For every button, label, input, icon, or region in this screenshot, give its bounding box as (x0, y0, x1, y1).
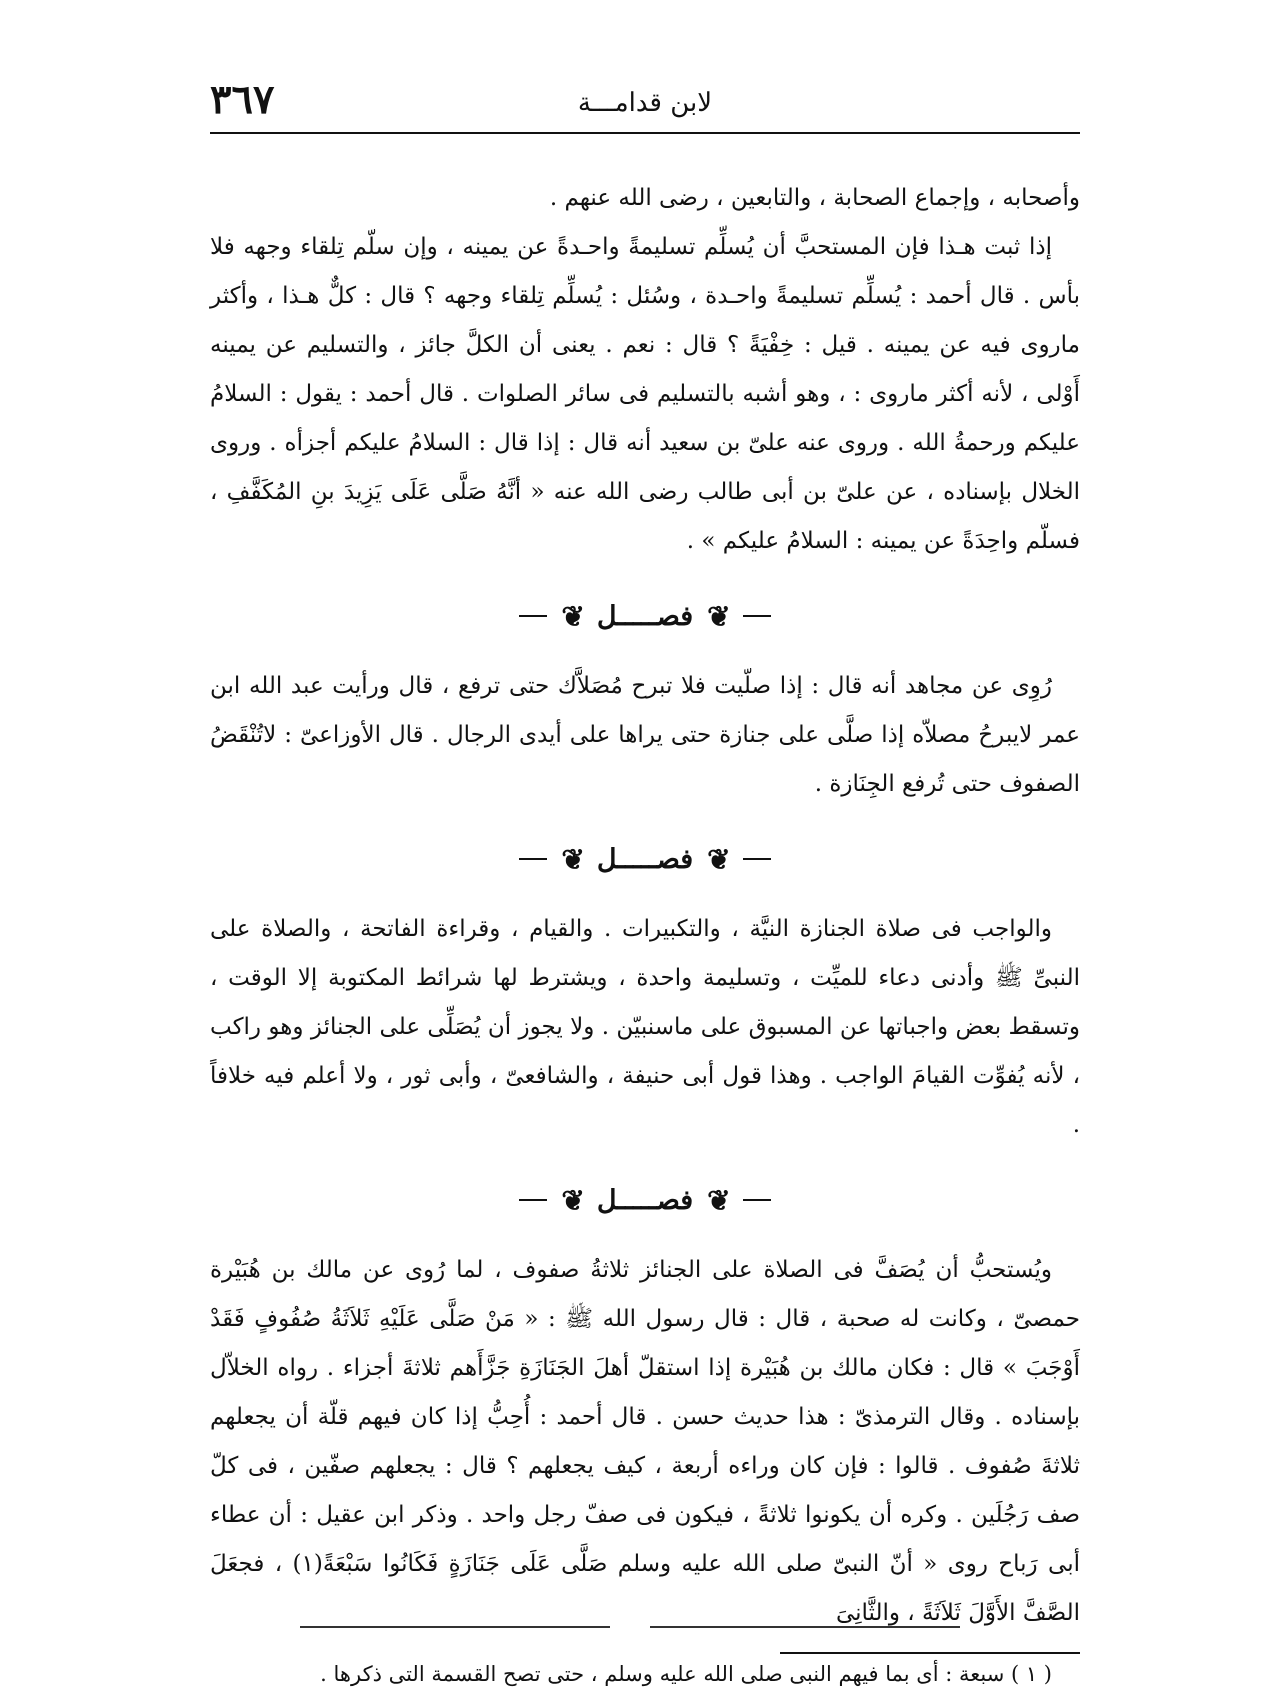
ornament-line (743, 858, 771, 860)
footer-divider (300, 1626, 960, 1630)
section-1-paragraph-1: رُوِى عن مجاهد أنه قال : إذا صلّيت فلا تبرح مُصَلاَّك حتى ترفع ، قال ورأيت عبد الله ابن عمر لايبرحُ مصلاّه إذا صلَّى على جنازة حتى يراها على أيدى الرجال . قال الأوزاعىّ : لاتُنْقَضُ الصفوف حتى تُرفع الجِنَازة . (210, 673, 1080, 797)
floral-ornament-icon: ❦ (707, 599, 729, 633)
footer-rule-right (650, 1626, 960, 1630)
ornament-line (743, 1199, 771, 1201)
ornament-line (519, 858, 547, 860)
page-number: ٣٦٧ (210, 76, 275, 123)
ornament-line (519, 1199, 547, 1201)
ornament-line (519, 615, 547, 617)
intro-paragraph-1: وأصحابه ، وإجماع الصحابة ، والتابعين ، رضى الله عنهم . (549, 185, 1080, 211)
header-title: لابن قدامـــة (577, 88, 713, 118)
section-heading-3 (210, 1176, 1080, 1224)
section-heading-2 (210, 835, 1080, 883)
floral-ornament-icon: ❦ (561, 599, 583, 633)
intro-paragraph-2: إذا ثبت هـذا فإن المستحبَّ أن يُسلِّم تسليمةً واحـدةً عن يمينه ، وإن سلّم تِلقاء وجهه فلا بأس . قال أحمد : يُسلِّم تسليمةً واحـدة ، وسُئل : يُسلِّم تِلقاء وجهه ؟ قال : كلٌّ هـذا ، وأكثر ماروى فيه عن يمينه . قيل : خِفْيَةً ؟ قال : نعم . يعنى أن الكلَّ جائز ، والتسليم عن يمينه أَوْلى ، لأنه أكثر ماروى : ، وهو أشبه بالتسليم فى سائر الصلوات . قال أحمد : يقول : السلامُ عليكم ورحمةُ الله . وروى عنه علىّ بن سعيد أنه قال : إذا قال : السلامُ عليكم أجزأه . وروى الخلال بإسناده ، عن علىّ بن أبى طالب رضى الله عنه « أنَّهُ صَلَّى عَلَى يَزِيدَ بنِ المُكَفَّفِ ، فسلّم واحِدَةً عن يمينه : السلامُ عليكم » . (210, 234, 1080, 554)
floral-ornament-icon: ❦ (707, 1183, 729, 1217)
section-title: فصـــــل (596, 843, 694, 875)
ornament-line (743, 615, 771, 617)
floral-ornament-icon: ❦ (561, 842, 583, 876)
footnote: ( ١ ) سبعة : أى بما فيهم النبى صلى الله عليه وسلم ، حتى تصح القسمة التى ذكرها . (320, 1662, 1052, 1686)
floral-ornament-icon: ❦ (707, 842, 729, 876)
section-3-paragraph-1: ويُستحبُّ أن يُصَفَّ فى الصلاة على الجنائز ثلاثةُ صفوف ، لما رُوى عن مالك بن هُبَيْرة حمصىّ ، وكانت له صحبة ، قال : قال رسول الله ﷺ : « مَنْ صَلَّى عَلَيْهِ ثَلاَثَةُ صُفُوفٍ فَقَدْ أَوْجَبَ » قال : فكان مالك بن هُبَيْرة إذا استقلّ أهلَ الجَنَازَةِ جَزَّأَهم ثلاثةَ أجزاء . رواه الخلاّل بإسناده . وقال الترمذىّ : هذا حديث حسن . قال أحمد : أُحِبُّ إذا كان فيهم قلّة أن يجعلهم ثلاثةَ صُفوف . قالوا : فإن كان وراءه أربعة ، كيف يجعلهم ؟ قال : يجعلهم صفّين ، فى كلّ صف رَجُلَين . وكره أن يكونوا ثلاثةً ، فيكون فى صفّ رجل واحد . وذكر ابن عقيل : أن عطاء أبى رَباح روى « أنّ النبىّ صلى الله عليه وسلم صَلَّى عَلَى جَنَازَةٍ فَكَانُوا سَبْعَةً(١) ، فجعَلَ الصَّفَّ الأَوَّلَ ثَلاَثَةً ، والثَّانِىَ (210, 1257, 1080, 1626)
body-text (210, 174, 1080, 1694)
section-heading-1 (210, 592, 1080, 640)
running-header (210, 76, 1080, 134)
section-title: فصـــــل (596, 1184, 694, 1216)
book-page (210, 76, 1080, 1686)
section-2-paragraph-1: والواجب فى صلاة الجنازة النيَّة ، والتكبيرات . والقيام ، وقراءة الفاتحة ، والصلاة على النبىِّ ﷺ وأدنى دعاء للميِّت ، وتسليمة واحدة ، ويشترط لها شرائط المكتوبة إلا الوقت ، وتسقط بعض واجباتها عن المسبوق على ماسنبيّن . ولا يجوز أن يُصَلِّى على الجنائز وهو راكب ، لأنه يُفوِّت القيامَ الواجب . وهذا قول أبى حنيفة ، والشافعىّ ، وأبى ثور ، ولا أعلم فيه خلافاً . (210, 916, 1080, 1138)
footer-rule-left (300, 1626, 610, 1630)
floral-ornament-icon: ❦ (561, 1183, 583, 1217)
section-title: فصـــــل (596, 600, 694, 632)
